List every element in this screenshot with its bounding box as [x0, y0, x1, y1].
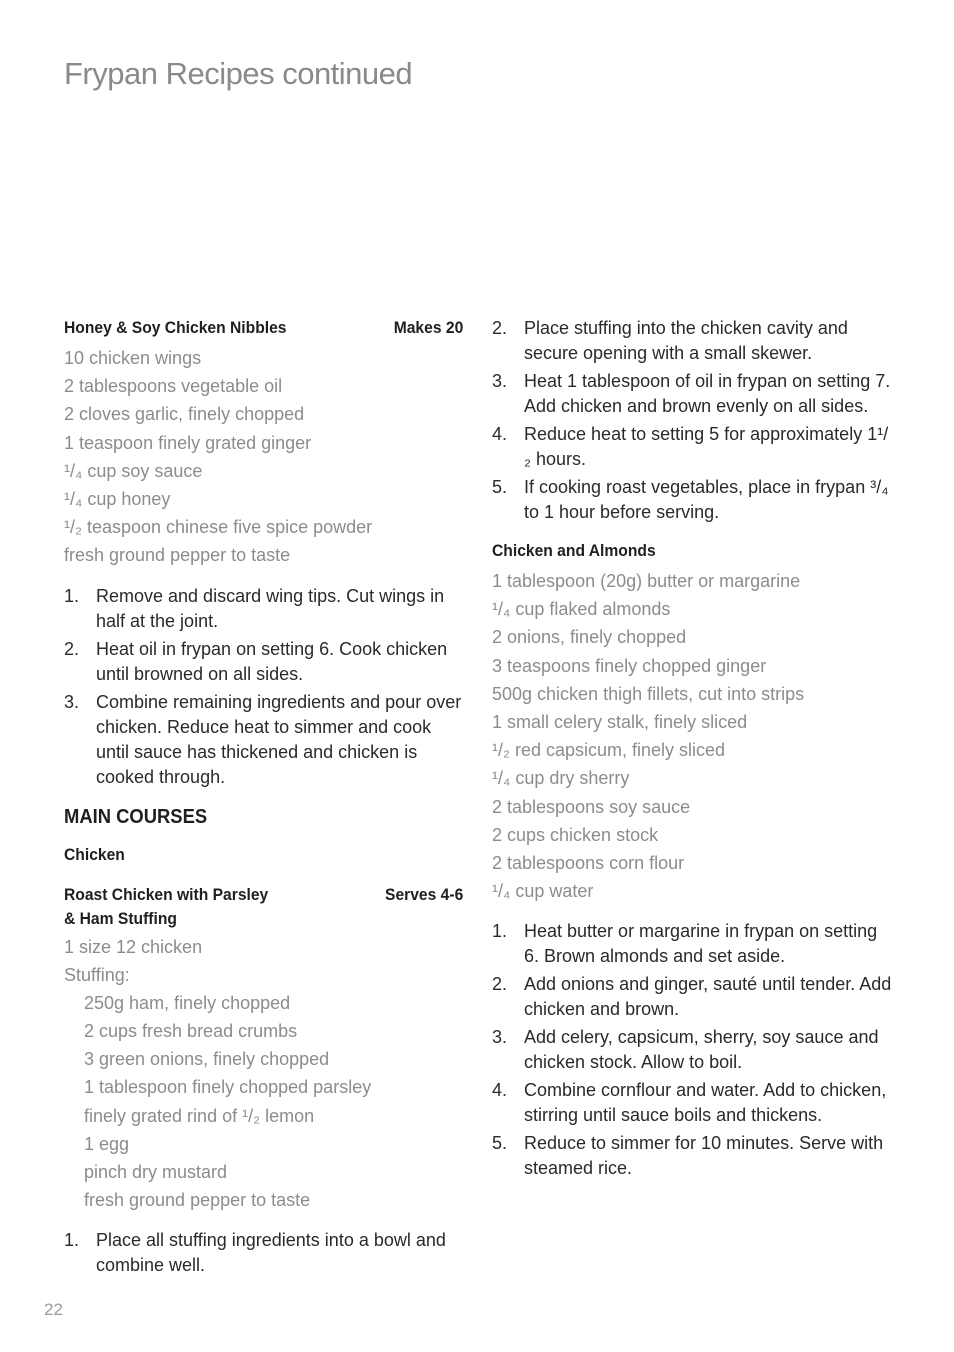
- page-number: 22: [44, 1300, 63, 1319]
- step-number: 1.: [64, 1230, 80, 1251]
- ingredient-item: ¹/₂ teaspoon chinese five spice powder: [64, 517, 373, 538]
- step-number: 5.: [492, 477, 508, 497]
- step-number: 2.: [492, 318, 508, 338]
- method-step: [64, 637, 464, 687]
- stuffing-item: 250g ham, finely chopped: [84, 992, 291, 1013]
- method-step: [492, 475, 892, 525]
- method-list-roast-continued: [492, 316, 892, 525]
- stuffing-item: 2 cups fresh bread crumbs: [84, 1021, 298, 1042]
- step-text: Reduce heat to setting 5 for approximately 1¹/₂ hours.: [524, 424, 889, 469]
- stuffing-item: finely grated rind of ¹/₂ lemon: [84, 1105, 315, 1126]
- recipe-header-almonds: [492, 539, 891, 563]
- ingredient-item: ¹/₄ cup honey: [64, 488, 171, 509]
- ingredient-list-nibbles: [64, 344, 464, 570]
- recipe-header-nibbles: [64, 316, 463, 340]
- step-number: 4.: [492, 1080, 508, 1101]
- recipe-yield-nibbles: Makes 20: [393, 318, 464, 337]
- method-step: [492, 1078, 892, 1128]
- method-step: [492, 422, 892, 472]
- step-number: 3.: [492, 371, 508, 391]
- step-text: If cooking roast vegetables, place in frypan ³/₄ to 1 hour before serving.: [524, 477, 889, 522]
- step-text: Add onions and ginger, sauté until tender. Add chicken and brown.: [524, 974, 892, 1020]
- method-step: [64, 1228, 464, 1278]
- ingredient-item: ¹/₄ cup soy sauce: [64, 460, 203, 481]
- step-number: 1.: [64, 585, 80, 606]
- method-step: [492, 919, 892, 969]
- recipe-title-roast: [64, 883, 268, 931]
- page-title: Frypan Recipes continued: [64, 56, 413, 91]
- ingredient-item: Stuffing:: [64, 964, 130, 985]
- ingredient-item: 500g chicken thigh fillets, cut into strips: [492, 683, 805, 704]
- stuffing-item: pinch dry mustard: [84, 1162, 228, 1182]
- method-list-almonds: [492, 919, 892, 1181]
- stuffing-item: 3 green onions, finely chopped: [84, 1049, 330, 1070]
- step-text: Place stuffing into the chicken cavity and secure opening with a small skewer.: [524, 318, 848, 363]
- method-step: [492, 316, 892, 366]
- ingredient-item: 10 chicken wings: [64, 348, 202, 368]
- step-number: 3.: [492, 1027, 508, 1048]
- step-number: 1.: [492, 921, 508, 942]
- ingredient-list-almonds: [492, 567, 892, 905]
- ingredient-list-roast: [64, 933, 464, 1215]
- ingredient-item: 2 tablespoons soy sauce: [492, 796, 691, 817]
- ingredient-item: ¹/₄ cup water: [492, 881, 594, 902]
- ingredient-item: 2 tablespoons corn flour: [492, 852, 685, 873]
- step-text: Add celery, capsicum, sherry, soy sauce and chicken stock. Allow to boil.: [524, 1027, 879, 1073]
- stuffing-item: fresh ground pepper to taste: [84, 1190, 311, 1211]
- step-number: 5.: [492, 1133, 508, 1154]
- recipe-title-almonds: Chicken and Almonds: [492, 541, 656, 560]
- step-text: Place all stuffing ingredients into a bowl and combine well.: [96, 1230, 446, 1276]
- stuffing-item: 1 tablespoon finely chopped parsley: [84, 1077, 372, 1098]
- ingredient-item: 2 onions, finely chopped: [492, 627, 687, 648]
- step-number: 4.: [492, 424, 508, 444]
- method-step: [492, 972, 892, 1022]
- recipe-header-roast: [64, 883, 463, 931]
- stuffing-item: 1 egg: [84, 1133, 130, 1154]
- ingredient-item: 1 teaspoon finely grated ginger: [64, 432, 312, 453]
- recipe-yield-roast: Serves 4-6: [385, 884, 464, 904]
- step-text: Combine cornflour and water. Add to chicken, stirring until sauce boils and thickens.: [524, 1080, 887, 1126]
- ingredient-item: ¹/₂ red capsicum, finely sliced: [492, 740, 726, 761]
- method-list-roast: [64, 1228, 464, 1278]
- step-number: 2.: [64, 638, 80, 659]
- recipe-title-line: & Ham Stuffing: [64, 908, 177, 928]
- step-text: Heat 1 tablespoon of oil in frypan on setting 7. Add chicken and brown evenly on all sides.: [524, 371, 891, 416]
- method-step: [64, 584, 464, 634]
- ingredient-item: 1 size 12 chicken: [64, 936, 203, 957]
- ingredient-item: 1 tablespoon (20g) butter or margarine: [492, 571, 801, 591]
- step-text: Heat butter or margarine in frypan on setting 6. Brown almonds and set aside.: [524, 921, 878, 967]
- ingredient-item: 3 teaspoons finely chopped ginger: [492, 655, 767, 676]
- step-text: Reduce to simmer for 10 minutes. Serve with steamed rice.: [524, 1133, 884, 1179]
- method-list-nibbles: [64, 584, 464, 790]
- ingredient-item: ¹/₄ cup dry sherry: [492, 768, 630, 789]
- subsection-heading-chicken: Chicken: [64, 844, 125, 864]
- method-step: [492, 369, 892, 419]
- recipe-title-nibbles: Honey & Soy Chicken Nibbles: [64, 318, 287, 337]
- section-heading-main-courses: MAIN COURSES: [64, 805, 208, 828]
- recipe-title-line: Roast Chicken with Parsley: [64, 884, 269, 904]
- step-number: 3.: [64, 691, 80, 712]
- step-text: Combine remaining ingredients and pour over chicken. Reduce heat to simmer and cook until sauce has thickened and chicken is cooked through.: [96, 691, 462, 787]
- ingredient-item: 1 small celery stalk, finely sliced: [492, 711, 748, 732]
- method-step: [64, 690, 464, 790]
- left-column: [64, 316, 464, 1281]
- ingredient-item: ¹/₄ cup flaked almonds: [492, 599, 671, 620]
- step-text: Heat oil in frypan on setting 6. Cook chicken until browned on all sides.: [96, 638, 448, 684]
- ingredient-item: 2 cloves garlic, finely chopped: [64, 404, 305, 425]
- step-text: Remove and discard wing tips. Cut wings in half at the joint.: [96, 585, 445, 631]
- method-step: [492, 1131, 892, 1181]
- method-step: [492, 1025, 892, 1075]
- ingredient-item: 2 tablespoons vegetable oil: [64, 376, 283, 397]
- ingredient-item: fresh ground pepper to taste: [64, 545, 291, 566]
- step-number: 2.: [492, 974, 508, 995]
- right-column: [492, 316, 892, 1184]
- ingredient-item: 2 cups chicken stock: [492, 824, 659, 845]
